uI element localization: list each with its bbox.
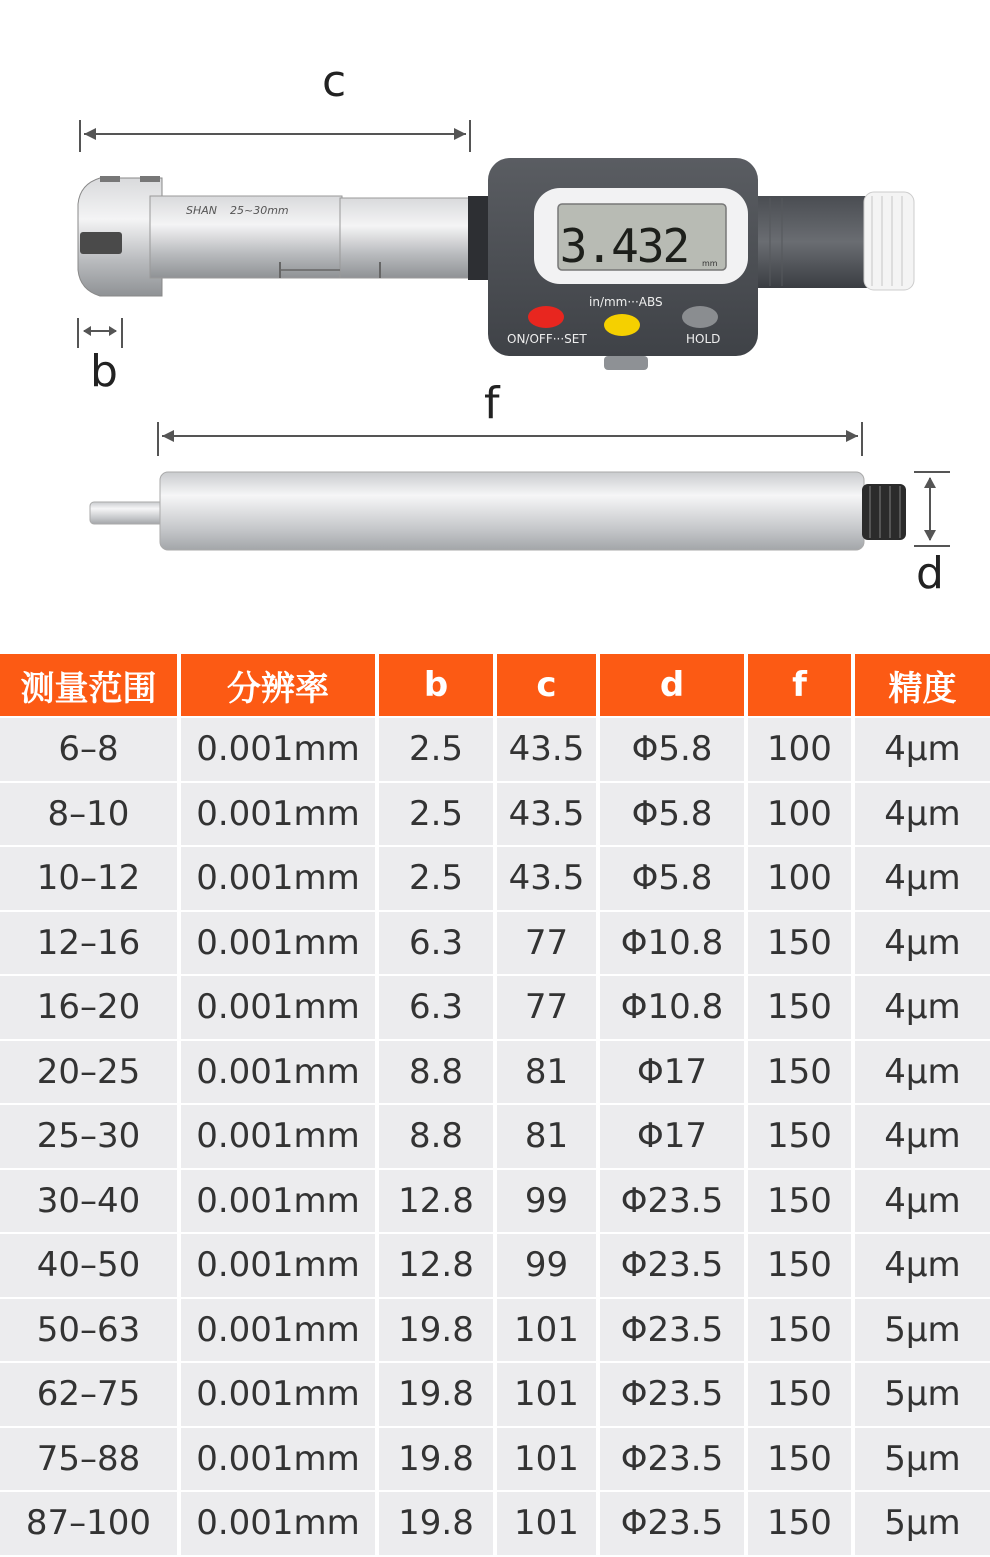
table-row [0, 1492, 990, 1555]
cell-c: 101 [497, 1428, 596, 1491]
cell-f: 150 [748, 1041, 851, 1104]
header-f: f [748, 654, 851, 716]
cell-c: 77 [497, 976, 596, 1039]
engraving-range: 25~30mm [230, 204, 289, 217]
cell-f: 150 [748, 912, 851, 975]
cell-accuracy: 4μm [855, 1041, 990, 1104]
table-row [0, 1041, 990, 1104]
cell-resolution: 0.001mm [181, 976, 375, 1039]
label-d: d [916, 548, 944, 599]
cell-d: Φ10.8 [600, 976, 744, 1039]
label-c: c [322, 56, 347, 107]
header-range: 测量范围 [0, 654, 177, 716]
cell-range: 30–40 [0, 1170, 177, 1233]
cell-f: 150 [748, 1428, 851, 1491]
table-row [0, 1428, 990, 1491]
header-c: c [497, 654, 596, 716]
spec-table [0, 652, 990, 1557]
cell-d: Φ5.8 [600, 847, 744, 910]
table-row [0, 1105, 990, 1168]
cell-range: 16–20 [0, 976, 177, 1039]
cell-accuracy: 5μm [855, 1363, 990, 1426]
table-row [0, 783, 990, 846]
cell-d: Φ23.5 [600, 1492, 744, 1555]
spec-table-header [0, 654, 990, 716]
cell-f: 150 [748, 976, 851, 1039]
cell-accuracy: 5μm [855, 1299, 990, 1362]
cell-b: 6.3 [379, 976, 493, 1039]
dimension-b [78, 318, 122, 348]
dimension-f [158, 422, 862, 456]
cell-b: 19.8 [379, 1428, 493, 1491]
cell-f: 150 [748, 1492, 851, 1555]
cell-d: Φ23.5 [600, 1170, 744, 1233]
cell-range: 62–75 [0, 1363, 177, 1426]
onoff-button [528, 306, 564, 328]
cell-resolution: 0.001mm [181, 1428, 375, 1491]
cell-c: 43.5 [497, 718, 596, 781]
table-row [0, 912, 990, 975]
cell-d: Φ5.8 [600, 718, 744, 781]
cell-b: 2.5 [379, 718, 493, 781]
cell-range: 8–10 [0, 783, 177, 846]
cell-resolution: 0.001mm [181, 1234, 375, 1297]
hold-button-label: HOLD [686, 332, 721, 346]
cell-range: 75–88 [0, 1428, 177, 1491]
cell-range: 25–30 [0, 1105, 177, 1168]
cell-accuracy: 4μm [855, 847, 990, 910]
table-row [0, 1234, 990, 1297]
cell-range: 20–25 [0, 1041, 177, 1104]
cell-f: 100 [748, 718, 851, 781]
cell-resolution: 0.001mm [181, 783, 375, 846]
table-row [0, 1363, 990, 1426]
header-resolution: 分辨率 [181, 654, 375, 716]
hold-button [682, 306, 718, 328]
cell-accuracy: 5μm [855, 1428, 990, 1491]
cell-c: 101 [497, 1492, 596, 1555]
header-b: b [379, 654, 493, 716]
cell-resolution: 0.001mm [181, 1170, 375, 1233]
cell-accuracy: 4μm [855, 912, 990, 975]
extension-rod [90, 472, 906, 550]
cell-c: 43.5 [497, 847, 596, 910]
cell-f: 150 [748, 1170, 851, 1233]
table-row [0, 976, 990, 1039]
measuring-head [78, 176, 472, 296]
cell-d: Φ17 [600, 1041, 744, 1104]
cell-f: 150 [748, 1299, 851, 1362]
cell-b: 2.5 [379, 783, 493, 846]
table-row [0, 1170, 990, 1233]
cell-range: 40–50 [0, 1234, 177, 1297]
unit-button-label: in/mm···ABS [589, 295, 663, 309]
cell-accuracy: 4μm [855, 1105, 990, 1168]
cell-accuracy: 4μm [855, 1234, 990, 1297]
cell-range: 87–100 [0, 1492, 177, 1555]
label-b: b [90, 346, 118, 397]
label-f: f [484, 378, 500, 429]
cell-range: 12–16 [0, 912, 177, 975]
cell-c: 77 [497, 912, 596, 975]
cell-d: Φ23.5 [600, 1363, 744, 1426]
cell-range: 50–63 [0, 1299, 177, 1362]
cell-f: 100 [748, 847, 851, 910]
cell-b: 12.8 [379, 1234, 493, 1297]
display-reading: 3.432 [559, 219, 689, 273]
cell-f: 150 [748, 1105, 851, 1168]
cell-resolution: 0.001mm [181, 1363, 375, 1426]
cell-d: Φ23.5 [600, 1299, 744, 1362]
onoff-button-label: ON/OFF···SET [507, 332, 587, 346]
cell-d: Φ10.8 [600, 912, 744, 975]
micrometer-illustration [0, 0, 990, 640]
cell-c: 99 [497, 1170, 596, 1233]
cell-c: 99 [497, 1234, 596, 1297]
cell-resolution: 0.001mm [181, 1299, 375, 1362]
unit-button [604, 314, 640, 336]
cell-accuracy: 4μm [855, 1170, 990, 1233]
cell-resolution: 0.001mm [181, 912, 375, 975]
dimension-d [914, 472, 950, 546]
cell-c: 101 [497, 1363, 596, 1426]
cell-b: 6.3 [379, 912, 493, 975]
cell-f: 150 [748, 1363, 851, 1426]
cell-d: Φ17 [600, 1105, 744, 1168]
engraving-brand: SHAN [186, 204, 218, 217]
cell-resolution: 0.001mm [181, 847, 375, 910]
cell-d: Φ23.5 [600, 1428, 744, 1491]
spec-table-body [0, 718, 990, 1555]
thimble [758, 192, 914, 290]
product-diagram [0, 0, 990, 640]
cell-c: 81 [497, 1041, 596, 1104]
cell-c: 43.5 [497, 783, 596, 846]
display-unit: mm [702, 259, 718, 268]
cell-accuracy: 5μm [855, 1492, 990, 1555]
cell-resolution: 0.001mm [181, 1492, 375, 1555]
digital-body [468, 158, 758, 370]
cell-resolution: 0.001mm [181, 1105, 375, 1168]
cell-b: 12.8 [379, 1170, 493, 1233]
cell-b: 2.5 [379, 847, 493, 910]
table-row [0, 718, 990, 781]
cell-accuracy: 4μm [855, 783, 990, 846]
cell-accuracy: 4μm [855, 718, 990, 781]
cell-b: 19.8 [379, 1299, 493, 1362]
cell-d: Φ5.8 [600, 783, 744, 846]
cell-f: 100 [748, 783, 851, 846]
header-accuracy: 精度 [855, 654, 990, 716]
cell-c: 101 [497, 1299, 596, 1362]
cell-b: 19.8 [379, 1363, 493, 1426]
cell-f: 150 [748, 1234, 851, 1297]
table-row [0, 1299, 990, 1362]
cell-resolution: 0.001mm [181, 718, 375, 781]
header-d: d [600, 654, 744, 716]
cell-range: 6–8 [0, 718, 177, 781]
table-row [0, 847, 990, 910]
cell-d: Φ23.5 [600, 1234, 744, 1297]
cell-range: 10–12 [0, 847, 177, 910]
cell-b: 8.8 [379, 1105, 493, 1168]
cell-c: 81 [497, 1105, 596, 1168]
cell-accuracy: 4μm [855, 976, 990, 1039]
cell-resolution: 0.001mm [181, 1041, 375, 1104]
dimension-c [80, 120, 470, 152]
cell-b: 8.8 [379, 1041, 493, 1104]
cell-b: 19.8 [379, 1492, 493, 1555]
